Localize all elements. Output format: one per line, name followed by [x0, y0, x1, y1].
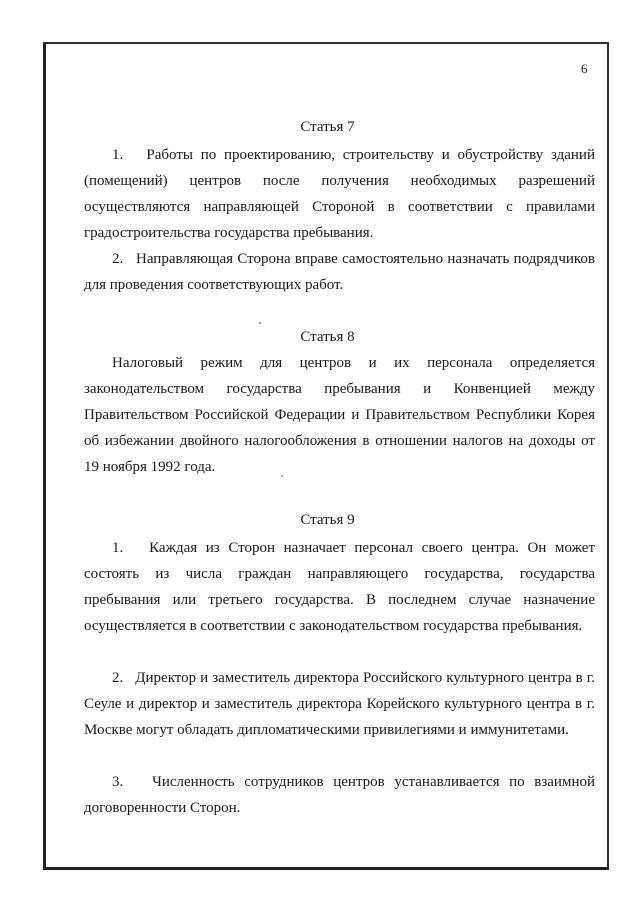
article-7-paragraph-2: 2. Направляющая Сторона вправе самостоятельно назначать подрядчиков для проведения соответствующих работ. — [84, 251, 595, 293]
article-7-title: Статья 7 — [300, 119, 355, 135]
article-9-paragraph-2: 2. Директор и заместитель директора Российского культурного центра в г. Сеуле и директор и заместитель директора Корейского культурного центра в г. Москве могут обладать дипломатическими привилегиями и иммунитетами. — [84, 670, 595, 738]
article-9-title: Статья 9 — [300, 512, 355, 528]
scan-speck — [259, 322, 261, 324]
page-number: 6 — [581, 61, 588, 76]
article-7-paragraph-1: 1. Работы по проектированию, строительству и обустройству зданий (помещений) центров после получения необходимых разрешений осуществляются направляющей Стороной в соответствии с правилами градостроительства государства пребывания. — [84, 147, 595, 241]
article-9-paragraph-1: 1. Каждая из Сторон назначает персонал своего центра. Он может состоять из числа граждан направляющего государства, государства пребывания или третьего государства. В последнем случае назначение осуществляется в соответствии с законодательством государства пребывания. — [84, 540, 595, 634]
article-8-title: Статья 8 — [300, 329, 355, 345]
scan-speck — [281, 475, 283, 477]
article-8-paragraph-1: Налоговый режим для центров и их персонала определяется законодательством государства пребывания и Конвенцией между Правительством Российской Федерации и Правительством Республики Корея об избежании двойного налогообложения в отношении налогов на доходы от 19 ноября 1992 года. — [84, 355, 595, 475]
article-9-paragraph-3: 3. Численность сотрудников центров устанавливается по взаимной договоренности Сторон. — [84, 774, 595, 816]
